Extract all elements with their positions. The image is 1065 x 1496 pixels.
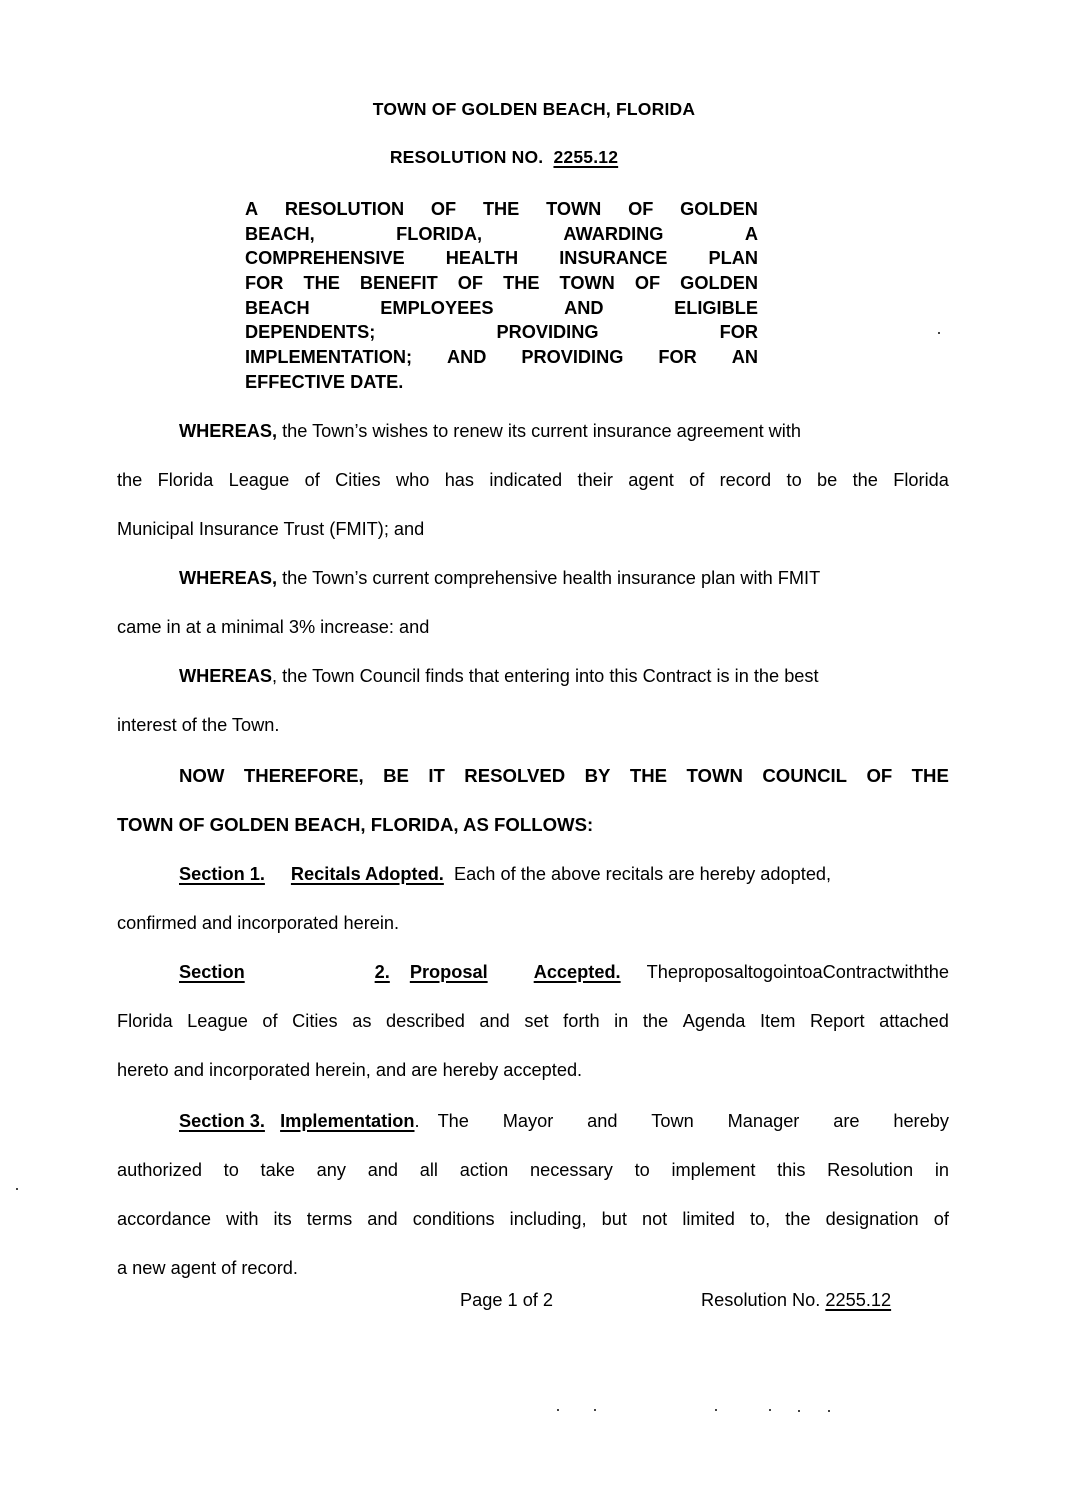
word: has	[444, 470, 475, 490]
document-town-heading: TOWN OF GOLDEN BEACH, FLORIDA	[372, 99, 696, 119]
caption-word: PROVIDING	[521, 347, 624, 368]
caption-line	[245, 370, 758, 395]
word: OF	[866, 765, 893, 786]
caption-word: TOWN	[546, 199, 602, 219]
caption-word: OF	[634, 273, 661, 294]
caption-word: FLORIDA,	[396, 223, 483, 244]
resolved-text	[179, 751, 949, 800]
word: limited	[682, 1209, 735, 1229]
caption-word: BEACH,	[245, 223, 315, 244]
word: take	[260, 1160, 295, 1180]
whereas-clause-2	[117, 554, 949, 652]
word: TOWN	[686, 765, 743, 786]
word: BE	[383, 765, 409, 786]
word: of	[689, 470, 705, 490]
word: RESOLVED	[464, 765, 566, 786]
resolved-line-1	[117, 751, 949, 800]
page-number: Page 1 of 2	[460, 1290, 554, 1310]
word: its	[273, 1209, 292, 1229]
word: and	[367, 1209, 398, 1229]
word: with	[891, 962, 924, 982]
word: Florida	[157, 470, 214, 490]
scan-speck	[769, 1409, 771, 1411]
word: record	[719, 470, 772, 490]
section-number: Section 3.	[179, 1111, 265, 1131]
caption-word: HEALTH	[445, 248, 519, 269]
word: Town	[651, 1111, 694, 1131]
word: but	[601, 1209, 627, 1229]
word: and	[367, 1160, 399, 1180]
footer-resolution-value: 2255.12	[825, 1290, 892, 1310]
caption-word: THE	[303, 273, 340, 294]
word: the	[852, 470, 878, 490]
word: to	[786, 470, 802, 490]
caption-word: PLAN	[708, 248, 758, 269]
caption-word: A	[245, 199, 259, 219]
caption-word: OF	[457, 273, 484, 294]
section-1-line-2	[117, 899, 949, 948]
caption-word: FOR	[658, 347, 697, 368]
caption-word: OF	[628, 199, 654, 219]
scan-speck	[828, 1410, 830, 1412]
word: attached	[879, 1011, 949, 1031]
word: in	[614, 1011, 629, 1031]
word: IT	[428, 765, 445, 786]
footer-resolution-prefix: Resolution No.	[701, 1290, 821, 1310]
scan-speck	[938, 332, 940, 334]
section-text	[117, 997, 949, 1046]
scan-speck	[557, 1409, 559, 1411]
word: The	[437, 1111, 469, 1131]
word: Section	[179, 962, 245, 982]
word: indicated	[489, 470, 563, 490]
section-text: hereto and incorporated herein, and are hereby accepted.	[117, 1060, 583, 1080]
word: hereby	[893, 1111, 949, 1131]
whereas-3-line-2	[117, 701, 949, 750]
word: Cities	[292, 1011, 338, 1031]
word: THE	[911, 765, 949, 786]
section-text: a new agent of record.	[117, 1258, 298, 1278]
word: go	[762, 962, 784, 982]
caption-line	[245, 246, 758, 271]
section-2-line-3	[117, 1046, 949, 1095]
caption-word: GOLDEN	[680, 199, 758, 219]
word: who	[395, 470, 430, 490]
word: accordance	[117, 1209, 212, 1229]
word: the	[642, 1011, 669, 1031]
word: action	[459, 1160, 509, 1180]
section-1-line-1	[117, 850, 949, 899]
word: and	[587, 1111, 618, 1131]
caption-word: THE	[482, 199, 520, 219]
caption-word: ELIGIBLE	[674, 297, 758, 318]
word: a	[812, 962, 823, 982]
whereas-text: Municipal Insurance Trust (FMIT); and	[117, 519, 425, 539]
word: all	[419, 1160, 438, 1180]
word: League	[187, 1011, 248, 1031]
word: NOW	[179, 765, 225, 786]
section-title-suffix: .	[414, 1111, 420, 1131]
resolution-number: 2255.12	[553, 147, 619, 167]
word: Item	[760, 1011, 796, 1031]
word: Report	[809, 1011, 865, 1031]
caption-word: DEPENDENTS;	[245, 322, 376, 343]
caption-word: RESOLUTION	[284, 199, 405, 219]
caption-word: A	[744, 223, 758, 244]
word: of	[933, 1209, 949, 1229]
section-number: Section 1.	[179, 864, 265, 884]
word: Manager	[727, 1111, 800, 1131]
whereas-2-line-2	[117, 603, 949, 652]
whereas-1-line-3	[117, 505, 949, 554]
whereas-clause-1	[117, 407, 949, 554]
caption-word: AN	[731, 347, 758, 368]
section-text: Each of the above recitals are hereby adopted,	[453, 864, 832, 884]
word: implement	[671, 1160, 756, 1180]
word: with	[226, 1209, 259, 1229]
section-3-line-1	[117, 1097, 949, 1146]
caption-line	[245, 197, 758, 222]
caption-word: THE	[503, 273, 540, 294]
word: to	[747, 962, 763, 982]
caption-word: GOLDEN	[680, 273, 758, 294]
section-text	[641, 948, 949, 997]
whereas-text: , the Town Council finds that entering into this Contract is in the best	[271, 666, 819, 686]
whereas-1-line-1	[117, 407, 949, 456]
word: set	[524, 1011, 549, 1031]
word: terms	[306, 1209, 353, 1229]
section-title	[410, 948, 621, 997]
section-text: confirmed and incorporated herein.	[117, 913, 400, 933]
section-number	[179, 948, 390, 997]
word: THEREFORE,	[243, 765, 364, 786]
resolved-line-2	[117, 800, 949, 849]
caption-line	[245, 271, 758, 296]
word: agent	[628, 470, 674, 490]
caption-word: TOWN	[559, 273, 615, 294]
word: of	[304, 470, 320, 490]
whereas-text: interest of the Town.	[117, 715, 280, 735]
whereas-text: the Town’s wishes to renew its current insurance agreement with	[282, 421, 802, 441]
caption-word: PROVIDING	[496, 322, 599, 343]
caption-word: BEACH	[245, 297, 310, 318]
section-3-line-3	[117, 1195, 949, 1244]
whereas-text: the Town’s current comprehensive health insurance plan with FMIT	[282, 568, 821, 588]
caption-word: OF	[430, 199, 457, 219]
word: as	[352, 1011, 372, 1031]
word: described	[385, 1011, 465, 1031]
caption-word: FOR	[245, 273, 284, 294]
resolution-caption	[245, 197, 758, 395]
word: proposal	[677, 962, 748, 982]
resolved-clause	[117, 751, 949, 849]
section-1	[117, 850, 949, 948]
word: be	[817, 470, 838, 490]
section-text	[438, 1097, 949, 1146]
caption-word: FOR	[719, 322, 758, 343]
section-2-line-2	[117, 997, 949, 1046]
caption-line	[245, 222, 758, 247]
resolution-number-heading	[0, 147, 1008, 168]
word: Florida	[893, 470, 949, 490]
caption-word: IMPLEMENTATION;	[245, 347, 413, 368]
caption-word: COMPREHENSIVE	[245, 248, 405, 269]
caption-word: EFFECTIVE DATE.	[245, 371, 404, 392]
caption-line	[245, 296, 758, 321]
word: any	[316, 1160, 346, 1180]
section-3	[117, 1097, 949, 1293]
whereas-text: came in at a minimal 3% increase: and	[117, 617, 430, 637]
word: Florida	[117, 1011, 173, 1031]
scan-speck	[798, 1410, 800, 1412]
whereas-3-line-1	[117, 652, 949, 701]
caption-word: EMPLOYEES	[380, 297, 494, 318]
scan-speck	[16, 1188, 18, 1190]
section-text	[117, 1195, 949, 1244]
word: the	[785, 1209, 811, 1229]
word: designation	[825, 1209, 919, 1229]
section-2-line-1	[117, 948, 949, 997]
word: to	[223, 1160, 239, 1180]
section-3-line-2	[117, 1146, 949, 1195]
scan-speck	[715, 1409, 717, 1411]
whereas-lead: WHEREAS,	[179, 421, 278, 441]
word: conditions	[412, 1209, 495, 1229]
caption-word: AND	[446, 347, 487, 368]
whereas-2-line-1	[117, 554, 949, 603]
word: in	[934, 1160, 949, 1180]
word: Contract	[822, 962, 892, 982]
word: their	[577, 470, 613, 490]
word: into	[783, 962, 813, 982]
caption-word: AND	[564, 297, 604, 318]
word: BY	[584, 765, 611, 786]
word: Cities	[335, 470, 381, 490]
word: necessary	[529, 1160, 613, 1180]
word: to,	[749, 1209, 771, 1229]
caption-word: INSURANCE	[559, 248, 668, 269]
word: Mayor	[502, 1111, 554, 1131]
word: COUNCIL	[762, 765, 848, 786]
word: the	[117, 470, 143, 490]
resolution-prefix: RESOLUTION NO.	[389, 147, 544, 167]
word: are	[833, 1111, 860, 1131]
word: and	[479, 1011, 510, 1031]
footer-resolution-number	[701, 1290, 891, 1311]
section-text	[117, 1146, 949, 1195]
caption-line	[245, 345, 758, 370]
word: of	[262, 1011, 278, 1031]
word: Proposal	[409, 962, 488, 982]
section-title: Implementation	[280, 1111, 415, 1131]
word: THE	[629, 765, 668, 786]
section-2	[117, 948, 949, 1095]
word: including,	[509, 1209, 587, 1229]
word: the	[923, 962, 949, 982]
caption-line	[245, 320, 758, 345]
word: League	[228, 470, 290, 490]
word: The	[646, 962, 678, 982]
whereas-1-line-2	[117, 456, 949, 505]
word: forth	[563, 1011, 600, 1031]
word: to	[634, 1160, 650, 1180]
whereas-text	[117, 456, 949, 505]
resolved-text: TOWN OF GOLDEN BEACH, FLORIDA, AS FOLLOWS:	[117, 814, 594, 835]
whereas-clause-3	[117, 652, 949, 750]
word: not	[641, 1209, 668, 1229]
word: Agenda	[682, 1011, 746, 1031]
whereas-lead: WHEREAS,	[179, 568, 278, 588]
section-title: Recitals Adopted.	[290, 864, 444, 884]
word: Accepted.	[533, 962, 621, 982]
caption-word: AWARDING	[563, 223, 664, 244]
word: Resolution	[827, 1160, 914, 1180]
section-3-line-4	[117, 1244, 949, 1293]
word: authorized	[117, 1160, 202, 1180]
word: 2.	[374, 962, 390, 982]
whereas-lead: WHEREAS	[179, 666, 272, 686]
word: this	[777, 1160, 806, 1180]
scan-speck	[594, 1409, 596, 1411]
caption-word: BENEFIT	[359, 273, 438, 294]
